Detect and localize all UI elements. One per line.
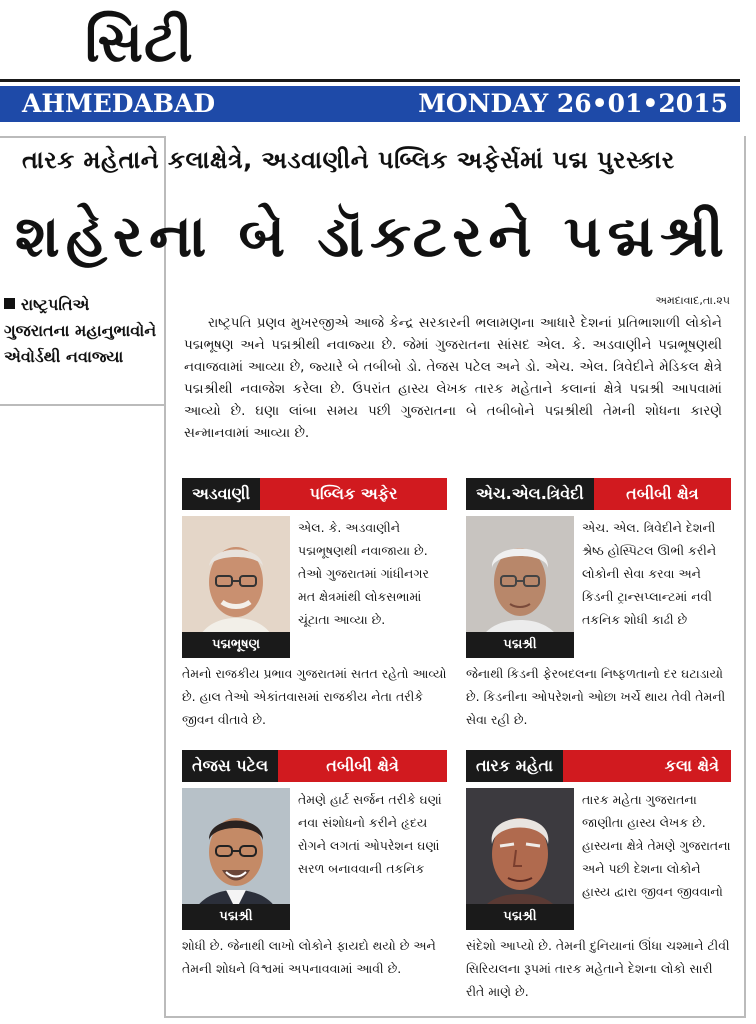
- edition-bar: [0, 86, 740, 122]
- card-side-text: તેમણે હાર્ટ સર્જન તરીકે ઘણાં નવા સંશોધનો કરીને હૃદય રોગને લગતાં ઓપરેશન ઘણાં સરળ બનાવવાની તકનિક: [298, 792, 442, 876]
- article-headline: શહેરના બે ડૉક્ટરને પદ્મશ્રી: [15, 202, 730, 270]
- masthead-logo: સિટી: [85, 10, 194, 75]
- edition-date: MONDAY 26•01•2015: [418, 89, 728, 118]
- award-caption: પદ્મશ્રી: [466, 904, 574, 930]
- sidebar-text: રાષ્ટ્રપતિએ ગુજરાતના મહાનુભાવોને એવોર્ડથી નવાજ્યા: [4, 295, 157, 366]
- profile-card-tejas-patel: [182, 750, 447, 1010]
- card-name: અડવાણી: [182, 478, 260, 510]
- profile-card-tarak-mehta: [466, 750, 731, 1010]
- award-caption: પદ્મશ્રી: [466, 632, 574, 658]
- card-header: [466, 478, 731, 510]
- bullet-square-icon: [4, 298, 15, 309]
- card-name: એચ.એલ.ત્રિવેદી: [466, 478, 594, 510]
- sidebar-highlight: [4, 292, 159, 370]
- card-category: કલા ક્ષેત્રે: [563, 750, 731, 782]
- card-side-text: તારક મહેતા ગુજરાતના જાણીતા હાસ્ય લેખક છે. હાસ્યના ક્ષેત્રે તેમણે ગુજરાતના અને પછી દેશના લોકોને હાસ્ય દ્વારા જીવન જીવવાનો: [582, 792, 731, 899]
- card-header: [182, 750, 447, 782]
- card-header: [182, 478, 447, 510]
- portrait-photo: [182, 788, 290, 930]
- card-category: તબીબી ક્ષેત્રે: [278, 750, 447, 782]
- card-name: તેજસ પટેલ: [182, 750, 278, 782]
- portrait-photo: [466, 516, 574, 658]
- profile-card-advani: [182, 478, 447, 738]
- article-subhead: તારક મહેતાને કલાક્ષેત્રે, અડવાણીને પબ્લિક અફેર્સમાં પદ્મ પુરસ્કાર: [22, 146, 675, 174]
- award-caption: પદ્મભૂષણ: [182, 632, 290, 658]
- card-side-text: એલ. કે. અડવાણીને પદ્મભૂષણથી નવાજાયા છે. તેઓ ગુજરાતમાં ગાંધીનગર મત ક્ષેત્રમાંથી લોકસભામાં ચૂંટાતા આવ્યા છે.: [298, 520, 429, 627]
- award-caption: પદ્મશ્રી: [182, 904, 290, 930]
- card-bottom-text: તેમનો રાજકીય પ્રભાવ ગુજરાતમાં સતત રહેતો આવ્યો છે. હાલ તેઓ એકાંતવાસમાં રાજકીય નેતા તરીકે જીવન વીતાવે છે.: [182, 666, 447, 727]
- frame-rule: [0, 136, 164, 138]
- article-intro: [184, 312, 722, 444]
- card-bottom-text: સંદેશો આપ્યો છે. તેમની દુનિયાનાં ઊંધા ચશ્માને ટીવી સિરિયલના રૂપમાં તારક મહેતાને દેશના લોકો સારી રીતે માણે છે.: [466, 938, 730, 999]
- card-category: પબ્લિક અફેર: [260, 478, 447, 510]
- article-dateline: અમદાવાદ,તા.૨૫: [655, 294, 730, 307]
- card-side-text: એચ. એલ. ત્રિવેદીને દેશની શ્રેષ્ઠ હોસ્પિટલ ઊભી કરીને લોકોની સેવા કરવા અને કિડની ટ્રાન્સપ્લાન્ટમાં નવી તકનિક શોધી કાઢી છે: [582, 520, 717, 627]
- profile-card-trivedi: [466, 478, 731, 738]
- card-bottom-text: જેનાથી કિડની ફેરબદલના નિષ્ફળતાનો દર ઘટાડાયો છે. કિડનીના ઓપરેશનો ઓછા ખર્ચે થાય તેવી તેમની સેવા રહી છે.: [466, 666, 726, 727]
- edition-city: AHMEDABAD: [22, 89, 216, 118]
- card-category: તબીબી ક્ષેત્ર: [594, 478, 731, 510]
- card-name: તારક મહેતા: [466, 750, 563, 782]
- intro-text: રાષ્ટ્રપતિ પ્રણવ મુખરજીએ આજે કેન્દ્ર સરકારની ભલામણના આધારે દેશનાં પ્રતિભાશાળી લોકોને પદ્મભૂષણ અને પદ્મશ્રીથી નવાજ્યા છે. જેમાં ગુજરાતના સાંસદ એલ. કે. અડવાણીને પદ્મભૂષણથી નવાજવામાં આવ્યા છે, જ્યારે બે તબીબો ડો. તેજસ પટેલ અને ડો. એચ. એલ. ત્રિવેદીને મેડિકલ ક્ષેત્રે પદ્મશ્રીથી નવાજેશ કરેલા છે. ઉપરાંત હાસ્ય લેખક તારક મહેતાને કલાનાં ક્ષેત્રે પદ્મશ્રી આપવામાં આવ્યો છે. ઘણા લાંબા સમય પછી ગુજરાતના બે તબીબોને પદ્મશ્રીથી તેમની શોધના કારણે સન્માનવામાં આવ્યા છે.: [184, 315, 722, 441]
- card-bottom-text: શોધી છે. જેનાથી લાખો લોકોને ફાયદો થયો છે અને તેમની શોધને વિશ્વમાં અપનાવવામાં આવી છે.: [182, 938, 436, 976]
- masthead-rule: [0, 79, 740, 82]
- card-header: [466, 750, 731, 782]
- portrait-photo: [182, 516, 290, 658]
- portrait-photo: [466, 788, 574, 930]
